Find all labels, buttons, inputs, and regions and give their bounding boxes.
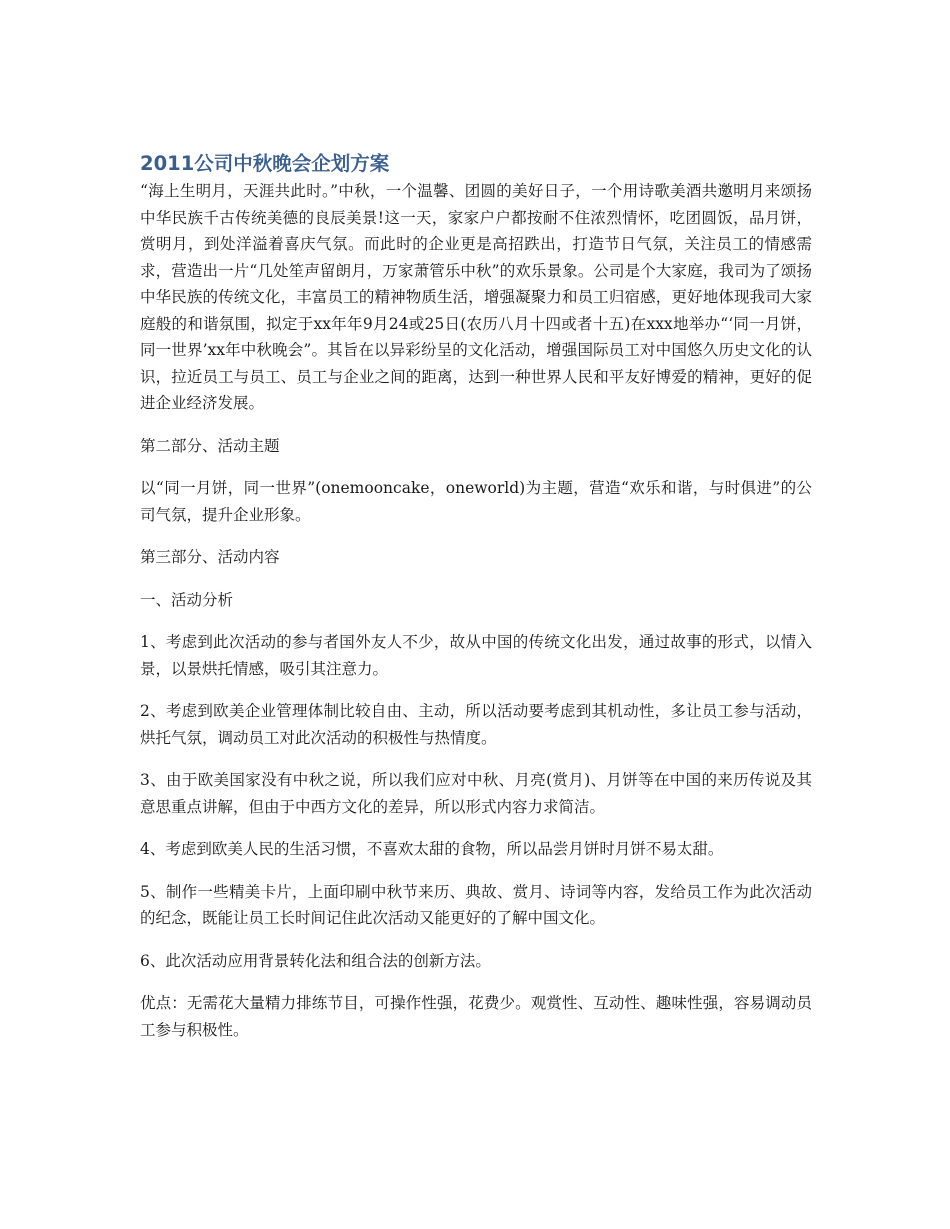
document-page <box>140 150 812 1059</box>
analysis-item-3: 3、由于欧美国家没有中秋之说，所以我们应对中秋、月亮(赏月)、月饼等在中国的来历传说及其意思重点讲解，但由于中西方文化的差异，所以形式内容力求简洁。 <box>140 771 812 816</box>
analysis-item-1: 1、考虑到此次活动的参与者国外友人不少，故从中国的传统文化出发，通过故事的形式，以情入景，以景烘托情感，吸引其注意力。 <box>140 633 812 678</box>
analysis-item-2: 2、考虑到欧美企业管理体制比较自由、主动，所以活动要考虑到其机动性，多让员工参与活动，烘托气氛，调动员工对此次活动的积极性与热情度。 <box>140 702 812 747</box>
subsection-heading-analysis: 一、活动分析 <box>140 590 234 609</box>
analysis-item-5: 5、制作一些精美卡片，上面印刷中秋节来历、典故、赏月、诗词等内容，发给员工作为此次活动的纪念，既能让员工长时间记住此次活动又能更好的了解中国文化。 <box>140 882 812 927</box>
theme-paragraph: 以“同一月饼，同一世界”(onemooncake，oneworld)为主题，营造“欢乐和谐，与时俱进”的公司气氛，提升企业形象。 <box>140 479 812 524</box>
analysis-item-4: 4、考虑到欧美人民的生活习惯，不喜欢太甜的食物，所以品尝月饼时月饼不易太甜。 <box>140 840 724 858</box>
document-title: 2011公司中秋晚会企划方案 <box>140 152 390 175</box>
section-heading-theme: 第二部分、活动主题 <box>140 436 280 455</box>
section-heading-content: 第三部分、活动内容 <box>140 548 280 566</box>
advantages-paragraph: 优点：无需花大量精力排练节目，可操作性强，花费少。观赏性、互动性、趣味性强，容易调动员工参与积极性。 <box>140 994 812 1039</box>
analysis-item-6: 6、此次活动应用背景转化法和组合法的创新方法。 <box>140 951 491 970</box>
intro-paragraph: “海上生明月，天涯共此时。”中秋，一个温馨、团圆的美好日子，一个用诗歌美酒共邀明月来颂扬中华民族千古传统美德的良辰美景!这一天，家家户户都按耐不住浓烈情怀，吃团圆饭，品月饼，赏明月，到处洋溢着喜庆气氛。而此时的企业更是高招跌出，打造节日气氛，关注员工的情感需求，营造出一片“几处笙声留朗月，万家萧管乐中秋”的欢乐景象。公司是个大家庭，我司为了颂扬中华民族的传统文化，丰富员工的精神物质生活，增强凝聚力和员工归宿感，更好地体现我司大家庭般的和谐氛围，拟定于xx年年9月24或25日(农历八月十四或者十五)在xxx地举办“‘同一月饼，同一世界’xx年中秋晚会”。其旨在以异彩纷呈的文化活动，增强国际员工对中国悠久历史文化的认识，拉近员工与员工、员工与企业之间的距离，达到一种世界人民和平友好博爱的精神，更好的促进企业经济发展。 <box>140 182 812 412</box>
